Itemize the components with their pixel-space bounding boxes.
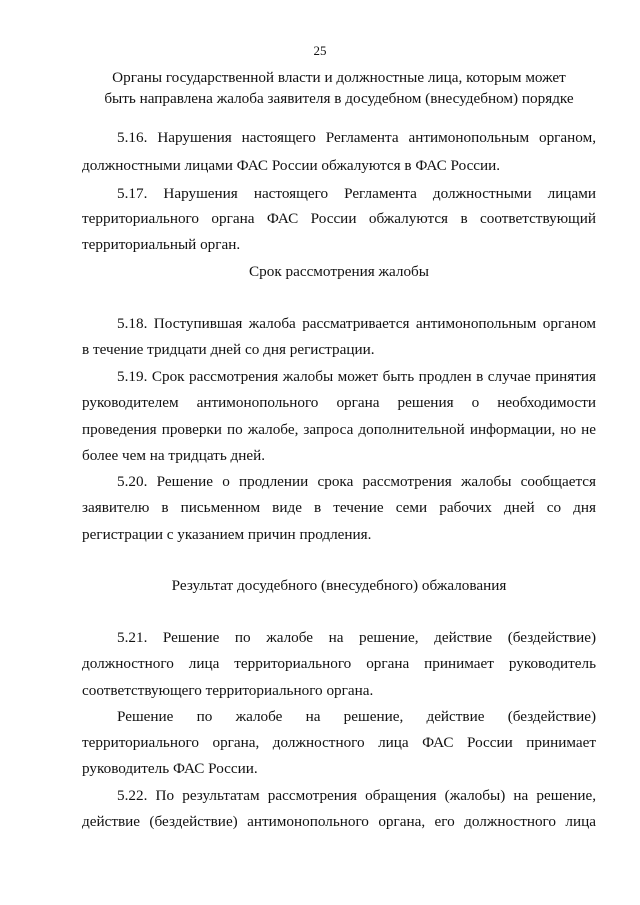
paragraph-line: заявителю в письменном виде в течение семи рабочих дней со дня: [82, 499, 596, 516]
paragraph-line: 5.16. Нарушения настоящего Регламента антимонопольным органом,: [117, 129, 596, 146]
paragraph-line: 5.20. Решение о продлении срока рассмотрения жалобы сообщается: [117, 473, 596, 490]
paragraph-line: руководитель ФАС России.: [82, 760, 258, 777]
paragraph-line: в течение тридцати дней со дня регистрации.: [82, 341, 375, 358]
paragraph-line: более чем на тридцать дней.: [82, 447, 266, 464]
section-heading-line: Органы государственной власти и должностные лица, которым может: [112, 69, 566, 86]
paragraph-line: территориального органа ФАС России обжалуются в соответствующий: [82, 210, 596, 227]
paragraph-line: должностного лица территориального органа принимает руководитель: [82, 655, 596, 672]
paragraph-line: должностными лицами ФАС России обжалуются в ФАС России.: [82, 157, 501, 174]
paragraph-line: территориальный орган.: [82, 236, 241, 253]
paragraph-line: соответствующего территориального органа.: [82, 682, 374, 699]
section-heading: Срок рассмотрения жалобы: [249, 263, 429, 280]
paragraph-line: действие (бездействие) антимонопольного органа, его должностного лица: [82, 813, 596, 830]
section-heading: Результат досудебного (внесудебного) обжалования: [171, 577, 507, 594]
paragraph-line: 5.19. Срок рассмотрения жалобы может быть продлен в случае принятия: [117, 368, 596, 385]
page-number: 25: [313, 43, 327, 58]
paragraph-line: территориального органа, должностного лица ФАС России принимает: [82, 734, 596, 751]
paragraph-line: 5.17. Нарушения настоящего Регламента должностными лицами: [117, 185, 596, 202]
paragraph-line: регистрации с указанием причин продления.: [82, 526, 372, 543]
paragraph-line: 5.18. Поступившая жалоба рассматривается антимонопольным органом: [117, 315, 596, 332]
paragraph-line: руководителем антимонопольного органа решения о необходимости: [82, 394, 596, 411]
section-heading-line: быть направлена жалоба заявителя в досудебном (внесудебном) порядке: [104, 90, 574, 107]
paragraph-line: 5.21. Решение по жалобе на решение, действие (бездействие): [117, 629, 596, 646]
paragraph-line: проведения проверки по жалобе, запроса дополнительной информации, но не: [82, 421, 596, 438]
paragraph-line: 5.22. По результатам рассмотрения обращения (жалобы) на решение,: [117, 787, 596, 804]
paragraph-line: Решение по жалобе на решение, действие (бездействие): [117, 708, 596, 725]
